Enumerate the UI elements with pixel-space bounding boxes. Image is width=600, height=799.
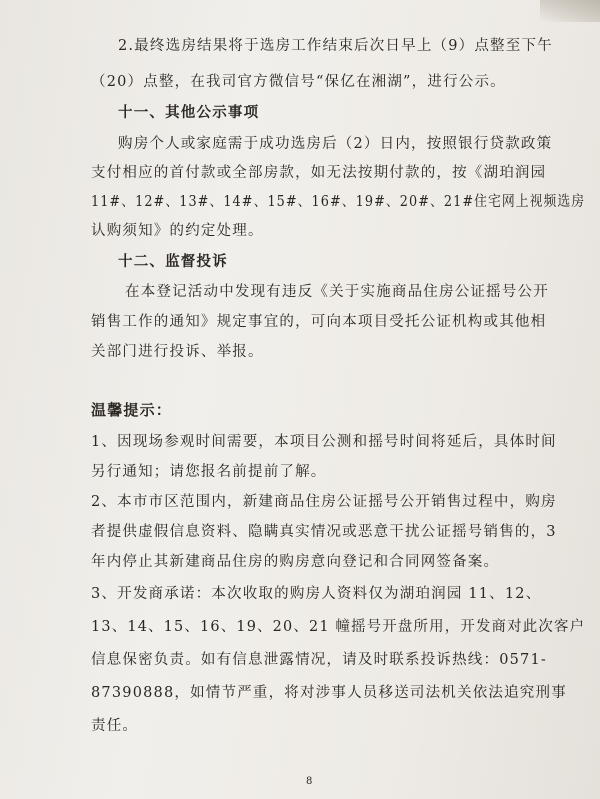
tips-title: 温馨提示： (91, 401, 173, 419)
section-11-title: 十一、其他公示事项 (118, 104, 260, 121)
item-2-line-2: （20）点整，在我司官方微信号“保亿在湘湖”，进行公示。 (91, 74, 506, 90)
tip-3-line-1: 3、开发商承诺：本次收取的购房人资料仅为湖珀润园 11、12、 (91, 586, 542, 602)
section-12-title: 十二、监督投诉 (118, 253, 228, 270)
tip-3-line-4: 87390888，如情节严重，将对涉事人员移送司法机关依法追究刑事 (91, 685, 567, 701)
page-number: 8 (306, 776, 313, 787)
tip-3-line-5: 责任。 (91, 718, 139, 734)
section-11-line-1: 购房个人或家庭需于成功选房后（2）日内，按照银行贷款政策 (118, 136, 553, 152)
tip-2-line-1: 2、本市市区范围内，新建商品住房公证摇号公开销售过程中，购房 (91, 494, 557, 510)
section-11-line-3: 11#、12#、13#、14#、15#、16#、19#、20#、21#住宅网上视频选房 (91, 194, 586, 210)
tip-2-line-3: 年内停止其新建商品住房的购房意向登记和合同网签备案。 (91, 554, 500, 570)
item-2-line-1: 2.最终选房结果将于选房工作结束后次日早上（9）点整至下午 (118, 38, 553, 54)
tip-2-line-2: 者提供虚假信息资料、隐瞒真实情况或恶意干扰公证摇号销售的，3 (91, 524, 557, 540)
section-12-line-3: 关部门进行投诉、举报。 (91, 344, 264, 360)
tip-1-line-1: 1、因现场参观时间需要，本项目公测和摇号时间将延后，具体时间 (91, 434, 557, 450)
tip-1-line-2: 另行通知；请您报名前提前了解。 (91, 464, 327, 480)
tip-3-line-2: 13、14、15、16、19、20、21 幢摇号开盘所用，开发商对此次客户 (91, 619, 586, 635)
page-corner-shadow (540, 0, 600, 22)
tip-3-line-3: 信息保密负责。如有信息泄露情况，请及时联系投诉热线：0571- (91, 652, 547, 668)
section-12-line-2: 销售工作的通知》规定事宜的，可向本项目受托公证机构或其他相 (91, 314, 547, 330)
section-11-line-4: 认购须知》的约定处理。 (91, 223, 264, 239)
section-11-line-2: 支付相应的首付款或全部房款，如无法按期付款的，按《湖珀润园 (91, 165, 547, 181)
section-12-line-1: 在本登记活动中发现有违反《关于实施商品住房公证摇号公开 (125, 284, 549, 300)
